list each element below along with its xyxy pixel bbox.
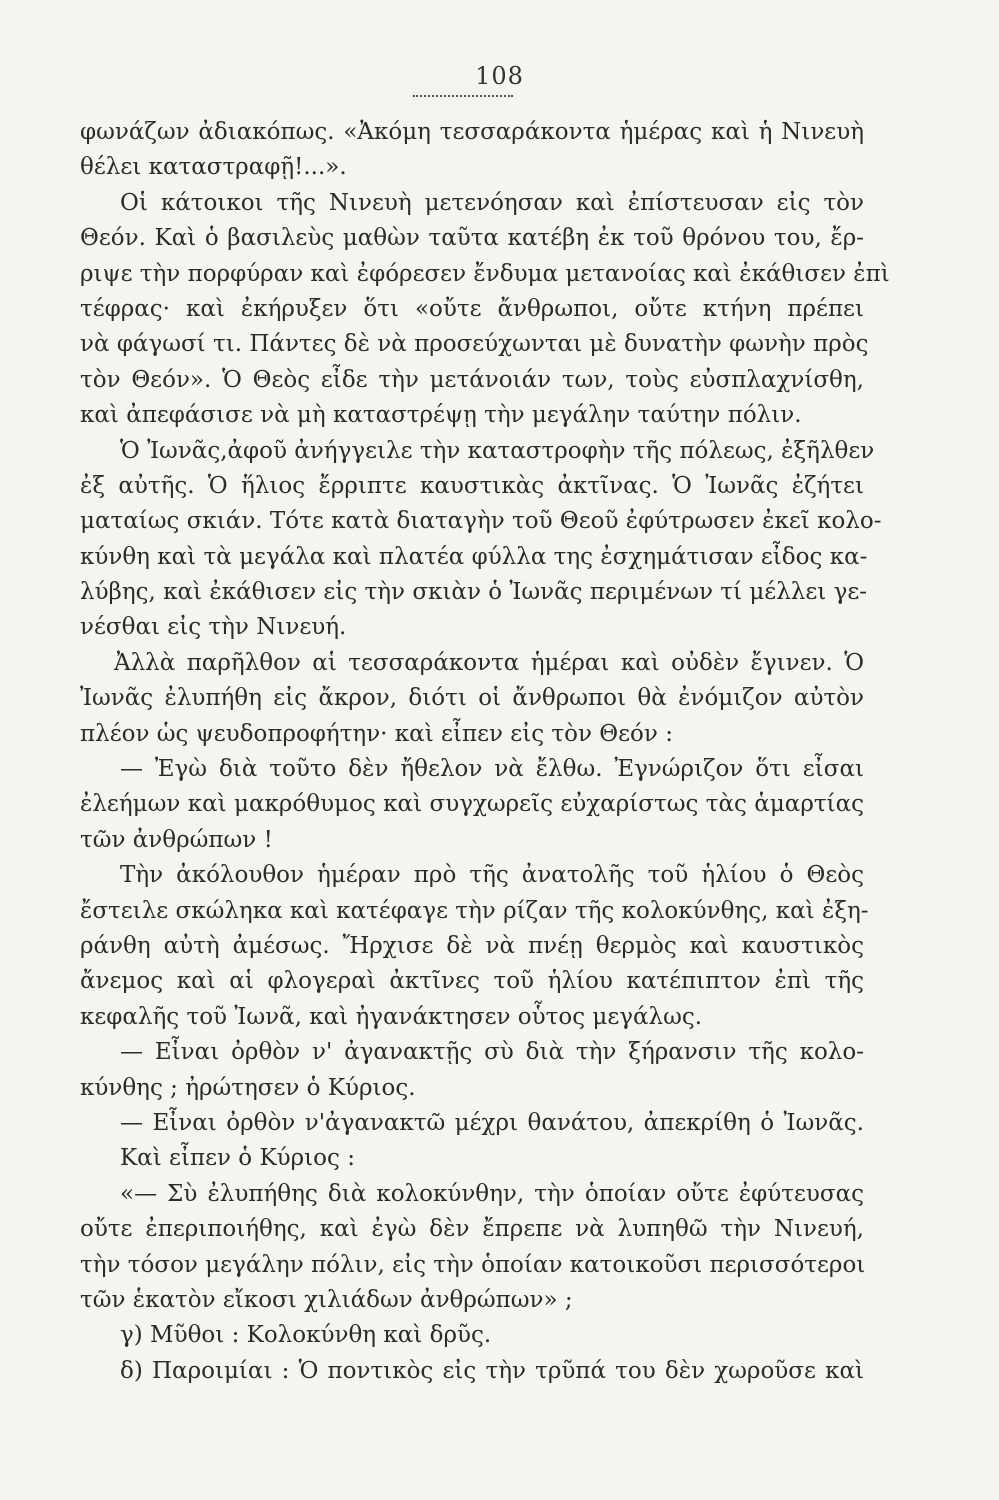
text-line: λύβης, καὶ ἐκάθισεν εἰς τὴν σκιὰν ὁ Ἰωνᾶς περιμένων τί μέλλει γε- bbox=[80, 579, 868, 606]
text-line: Οἱ κάτοικοι τῆς Νινευὴ μετενόησαν καὶ ἐπίστευσαν εἰς τὸν bbox=[120, 189, 864, 216]
text-line: ἄνεμος καὶ αἱ φλογεραὶ ἀκτῖνες τοῦ ἡλίου κατέπιπτον ἐπὶ τῆς bbox=[80, 968, 864, 995]
text-line: Καὶ εἶπεν ὁ Κύριος : bbox=[120, 1145, 355, 1172]
text-line: νὰ φάγωσί τι. Πάντες δὲ νὰ προσεύχωνται μὲ δυνατὴν φωνὴν πρὸς bbox=[80, 331, 869, 358]
text-line: ἐξ αὐτῆς. Ὁ ἥλιος ἔρριπτε καυστικὰς ἀκτῖνας. Ὁ Ἰωνᾶς ἐζήτει bbox=[80, 472, 864, 499]
text-line: Τὴν ἀκόλουθον ἡμέραν πρὸ τῆς ἀνατολῆς τοῦ ἡλίου ὁ Θεὸς bbox=[120, 862, 864, 889]
text-line: νέσθαι εἰς τὴν Νινευή. bbox=[80, 614, 347, 641]
text-line: Θεόν. Καὶ ὁ βασιλεὺς μαθὼν ταῦτα κατέβη ἐκ τοῦ θρόνου του, ἔρ- bbox=[80, 225, 864, 252]
text-line: θέλει καταστραφῇ!...». bbox=[80, 154, 347, 181]
text-line: — Εἶναι ὀρθὸν ν' ἀγανακτῇς σὺ διὰ τὴν ξήρανσιν τῆς κολο- bbox=[120, 1039, 864, 1066]
text-line: «— Σὺ ἐλυπήθης διὰ κολοκύνθην, τὴν ὁποίαν οὔτε ἐφύτευσας bbox=[120, 1180, 864, 1207]
text-line: ράνθη αὐτὴ ἀμέσως. Ἤρχισε δὲ νὰ πνέῃ θερμὸς καὶ καυστικὸς bbox=[80, 932, 864, 959]
text-line: τῶν ἑκατὸν εἴκοσι χιλιάδων ἀνθρώπων» ; bbox=[80, 1286, 573, 1313]
text-line: κύνθης ; ἠρώτησεν ὁ Κύριος. bbox=[80, 1074, 416, 1101]
body-text bbox=[80, 115, 890, 1389]
text-line: οὔτε ἐπεριποιήθης, καὶ ἐγὼ δὲν ἔπρεπε νὰ λυπηθῶ τὴν Νινευή, bbox=[80, 1216, 864, 1243]
text-line: τὸν Θεόν». Ὁ Θεὸς εἶδε τὴν μετάνοιάν των, τοὺς εὐσπλαχνίσθη, bbox=[80, 366, 864, 393]
text-line: ριψε τὴν πορφύραν καὶ ἐφόρεσεν ἔνδυμα μετανοίας καὶ ἐκάθισεν ἐπὶ bbox=[80, 260, 890, 287]
page-number: 108 bbox=[475, 62, 524, 90]
text-line: τέφρας· καὶ ἐκήρυξεν ὅτι «οὔτε ἄνθρωποι, οὔτε κτήνη πρέπει bbox=[80, 295, 864, 322]
text-line: κύνθη καὶ τὰ μεγάλα καὶ πλατέα φύλλα της ἐσχημάτισαν εἶδος κα- bbox=[80, 543, 868, 570]
text-line: τῶν ἀνθρώπων ! bbox=[80, 826, 273, 853]
page-number-rule bbox=[413, 95, 513, 97]
text-line: ἔστειλε σκώληκα καὶ κατέφαγε τὴν ρίζαν τῆς κολοκύνθης, καὶ ἐξη- bbox=[80, 897, 869, 924]
text-line: ματαίως σκιάν. Τότε κατὰ διαταγὴν τοῦ Θεοῦ ἐφύτρωσεν ἐκεῖ κολο- bbox=[80, 508, 882, 535]
text-line: Ἰωνᾶς ἐλυπήθη εἰς ἄκρον, διότι οἱ ἄνθρωποι θὰ ἐνόμιζον αὐτὸν bbox=[80, 685, 864, 712]
text-line: Ὁ Ἰωνᾶς,ἀφοῦ ἀνήγγειλε τὴν καταστροφὴν τῆς πόλεως, ἐξῆλθεν bbox=[120, 437, 875, 464]
text-line: πλέον ὡς ψευδοπροφήτην· καὶ εἶπεν εἰς τὸν Θεόν : bbox=[80, 720, 673, 747]
text-line: ἐλεήμων καὶ μακρόθυμος καὶ συγχωρεῖς εὐχαρίστως τὰς ἁμαρτίας bbox=[80, 791, 864, 818]
text-line: δ) Παροιμίαι : Ὁ ποντικὸς εἰς τὴν τρῦπά του δὲν χωροῦσε καὶ bbox=[120, 1357, 864, 1384]
text-line: κεφαλῆς τοῦ Ἰωνᾶ, καὶ ἠγανάκτησεν οὗτος μεγάλως. bbox=[80, 1003, 703, 1030]
text-line: — Εἶναι ὀρθὸν ν'ἀγανακτῶ μέχρι θανάτου, ἀπεκρίθη ὁ Ἰωνᾶς. bbox=[120, 1109, 864, 1136]
text-line: γ) Μῦθοι : Κολοκύνθη καὶ δρῦς. bbox=[120, 1322, 492, 1349]
text-line: Ἀλλὰ παρῆλθον αἱ τεσσαράκοντα ἡμέραι καὶ οὐδὲν ἔγινεν. Ὁ bbox=[114, 649, 864, 676]
text-line: φωνάζων ἀδιακόπως. «Ἀκόμη τεσσαράκοντα ἡμέρας καὶ ἡ Νινευὴ bbox=[80, 119, 864, 145]
text-line: — Ἐγὼ διὰ τοῦτο δὲν ἤθελον νὰ ἔλθω. Ἐγνώριζον ὅτι εἶσαι bbox=[120, 756, 864, 783]
text-line: καὶ ἀπεφάσισε νὰ μὴ καταστρέψῃ τὴν μεγάλην ταύτην πόλιν. bbox=[80, 402, 802, 429]
text-line: τὴν τόσον μεγάλην πόλιν, εἰς τὴν ὁποίαν κατοικοῦσι περισσότεροι bbox=[80, 1251, 866, 1278]
